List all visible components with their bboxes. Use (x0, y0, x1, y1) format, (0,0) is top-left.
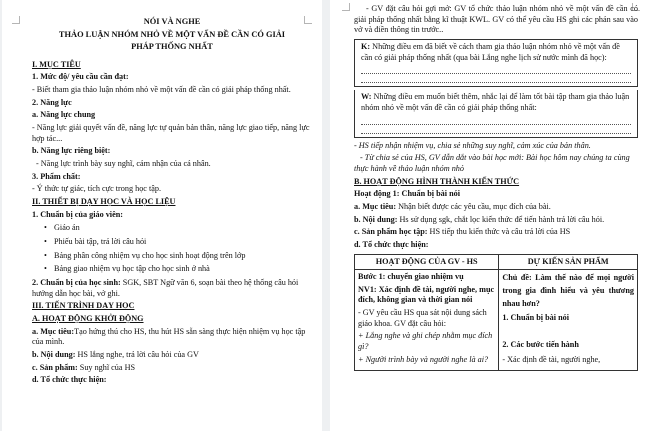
section-heading-objectives: I. MỤC TIÊU (32, 59, 81, 69)
lesson-title (32, 16, 312, 54)
margin-mark (12, 16, 20, 24)
warmup-objective-label: a. Mục tiêu: (32, 326, 75, 336)
warmup-organization: d. Tổ chức thực hiện: (32, 375, 107, 385)
table-cell-right (499, 270, 638, 371)
teacher-prep-list (32, 223, 312, 275)
title-line-1: NÓI VÀ NGHE (143, 17, 201, 26)
list-item: • Giáo án (32, 223, 312, 234)
activity-objective-label: a. Mục tiêu: (354, 201, 397, 211)
margin-mark (342, 3, 350, 11)
subheading-competence: 2. Năng lực (32, 97, 72, 107)
subheading-general-competence: a. Năng lực chung (32, 110, 96, 120)
kwl-box-w (354, 90, 638, 137)
prep-speech-heading: 1. Chuẩn bị bài nói (502, 313, 569, 323)
title-line-3: PHÁP THỐNG NHẤT (131, 42, 213, 52)
transition-note: - Từ chia sẻ của HS, GV dẫn dắt vào bài học mới: Bài học hôm nay chúng ta cùng thực hành về thảo luận nhóm nhỏ (354, 153, 630, 173)
activity-content-text: Hs sử dụng sgk, chắt lọc kiến thức để tiến hành trả lời câu hỏi. (397, 214, 605, 224)
qualities-text: - Ý thức tự giác, tích cực trong học tập. (32, 184, 162, 194)
activity-objective (354, 202, 638, 213)
question-1: + Lắng nghe và ghi chép nhằm mục đích gì? (358, 331, 493, 352)
step-1-label: Bước 1: chuyển giao nhiệm vụ (358, 272, 464, 282)
kwl-k-text: Những điều em đã biết về cách tham gia thảo luận nhóm nhỏ về một vấn đề cần có giải pháp thống nhất (qua bài Lắng nghe lịch sử nước mình đã học): (361, 41, 620, 62)
warmup-objective-text: Tạo hứng thú cho HS, thu hút HS sẵn sàng thực hiện nhiệm vụ học tập của mình. (32, 326, 306, 347)
document-page-1 (2, 0, 322, 431)
kwl-w-text: Những điều em muốn biết thêm, nhắc lại để làm tốt bài tập tham gia thảo luận nhóm nhỏ về một vấn đề cần có giải pháp thống nhất: (361, 92, 630, 112)
warmup-content (32, 350, 312, 361)
warmup-product (32, 363, 312, 374)
table-header-expected-product: DỰ KIẾN SẢN PHẨM (499, 254, 638, 270)
document-page-2 (330, 0, 650, 431)
activity-product-label: c. Sản phẩm học tập: (354, 227, 428, 237)
kwl-k-label: K: (361, 41, 371, 51)
general-competence-text: - Năng lực giải quyết vấn đề, năng lực tự quản bản thân, năng lực giao tiếp, năng lực hợp tác... (32, 123, 310, 143)
table-row (355, 270, 638, 371)
warmup-product-text: Suy nghĩ của HS (77, 362, 136, 372)
subheading-requirements: 1. Mức độ/ yêu cầu cần đạt: (32, 72, 129, 82)
section-heading-warmup: A. HOẠT ĐỘNG KHỞI ĐỘNG (32, 313, 144, 323)
task-1-text: - GV yêu cầu HS qua sát nội dung sách giáo khoa. GV đặt câu hỏi: (358, 308, 487, 328)
section-heading-process: III. TIẾN TRÌNH DẠY HỌC (32, 301, 135, 311)
topic (502, 272, 634, 310)
table-header-activities: HOẠT ĐỘNG CỦA GV - HS (355, 254, 499, 270)
activity-product-text: HS tiếp thu kiến thức và câu trả lời của HS (427, 227, 571, 237)
activity-table (354, 254, 638, 372)
warmup-product-label: c. Sản phẩm: (32, 362, 78, 372)
subheading-qualities: 3. Phẩm chất: (32, 171, 81, 181)
subheading-teacher-prep: 1. Chuẩn bị của giáo viên: (32, 209, 123, 219)
specific-competence-text: - Năng lực trình bày suy nghĩ, cảm nhận của cá nhân. (36, 159, 211, 169)
task-1-label: NV1: Xác định đề tài, người nghe, mục đích, không gian và thời gian nói (358, 284, 495, 305)
student-response-note: - HS tiếp nhận nhiệm vụ, chia sẻ những suy nghĩ, cảm xúc của bản thân. (354, 140, 591, 150)
title-line-2: THẢO LUẬN NHÓM NHỎ VỀ MỘT VẤN ĐỀ CẦN CÓ GIẢI (58, 29, 286, 39)
warmup-objective (32, 327, 312, 348)
subheading-specific-competence: b. Năng lực riêng biệt: (32, 146, 111, 156)
kwl-box-k (354, 39, 638, 87)
list-item: • Phiếu bài tập, trả lời câu hỏi (32, 237, 312, 248)
activity-organization: d. Tổ chức thực hiện: (354, 239, 429, 249)
activity-1-heading: Hoạt động 1: Chuẩn bị bài nói (354, 189, 461, 199)
table-cell-left (355, 270, 499, 371)
activity-product (354, 227, 638, 238)
answer-line (361, 125, 631, 134)
activity-content (354, 215, 638, 226)
answer-line (361, 74, 631, 83)
kwl-w-label: W: (361, 92, 372, 102)
warmup-content-text: HS lắng nghe, trả lời câu hỏi của GV (75, 349, 199, 359)
list-item: • Bảng phân công nhiệm vụ cho học sinh hoạt động trên lớp (32, 251, 312, 262)
student-prep (32, 278, 312, 299)
section-heading-equipment: II. THIẾT BỊ DẠY HỌC VÀ HỌC LIỆU (32, 197, 176, 207)
warmup-content-label: b. Nội dung: (32, 349, 76, 359)
topic-text: Làm thế nào để mọi người trong gia đình hiểu và yêu thương nhau hơn? (502, 273, 634, 308)
list-item: • Bảng giao nhiệm vụ học tập cho học sinh ở nhà (32, 264, 312, 275)
requirements-text: - Biết tham gia thảo luận nhóm nhỏ về một vấn đề cần có giải pháp thống nhất. (32, 85, 291, 95)
topic-label: Chủ đề: (502, 273, 532, 283)
activity-objective-text: Nhận biết được các yêu cầu, mục đích của bài. (396, 201, 551, 211)
answer-line (361, 65, 631, 74)
answer-line (361, 116, 631, 125)
student-prep-label: 2. Chuẩn bị của học sinh: (32, 277, 121, 287)
intro-paragraph: - GV đặt câu hỏi gợi mở: GV tổ chức thảo luận nhóm nhỏ về một vấn đề cần có giải pháp thống nhất bằng kĩ thuật KWL. GV có thể yêu cầu HS ghi các phản sau vào vở và điền thông tin trước.. (354, 4, 638, 35)
question-2: + Người trình bày và người nghe là ai? (358, 354, 489, 364)
section-heading-knowledge: B. HOẠT ĐỘNG HÌNH THÀNH KIẾN THỨC (354, 176, 520, 186)
student-prep-text: SGK, SBT Ngữ văn 6, soạn bài theo hệ thống câu hỏi hướng dẫn học bài, vở ghi. (32, 277, 299, 298)
steps-text: - Xác định đề tài, người nghe, (502, 354, 601, 364)
steps-heading: 2. Các bước tiến hành (502, 339, 579, 349)
activity-content-label: b. Nội dung: (354, 214, 398, 224)
